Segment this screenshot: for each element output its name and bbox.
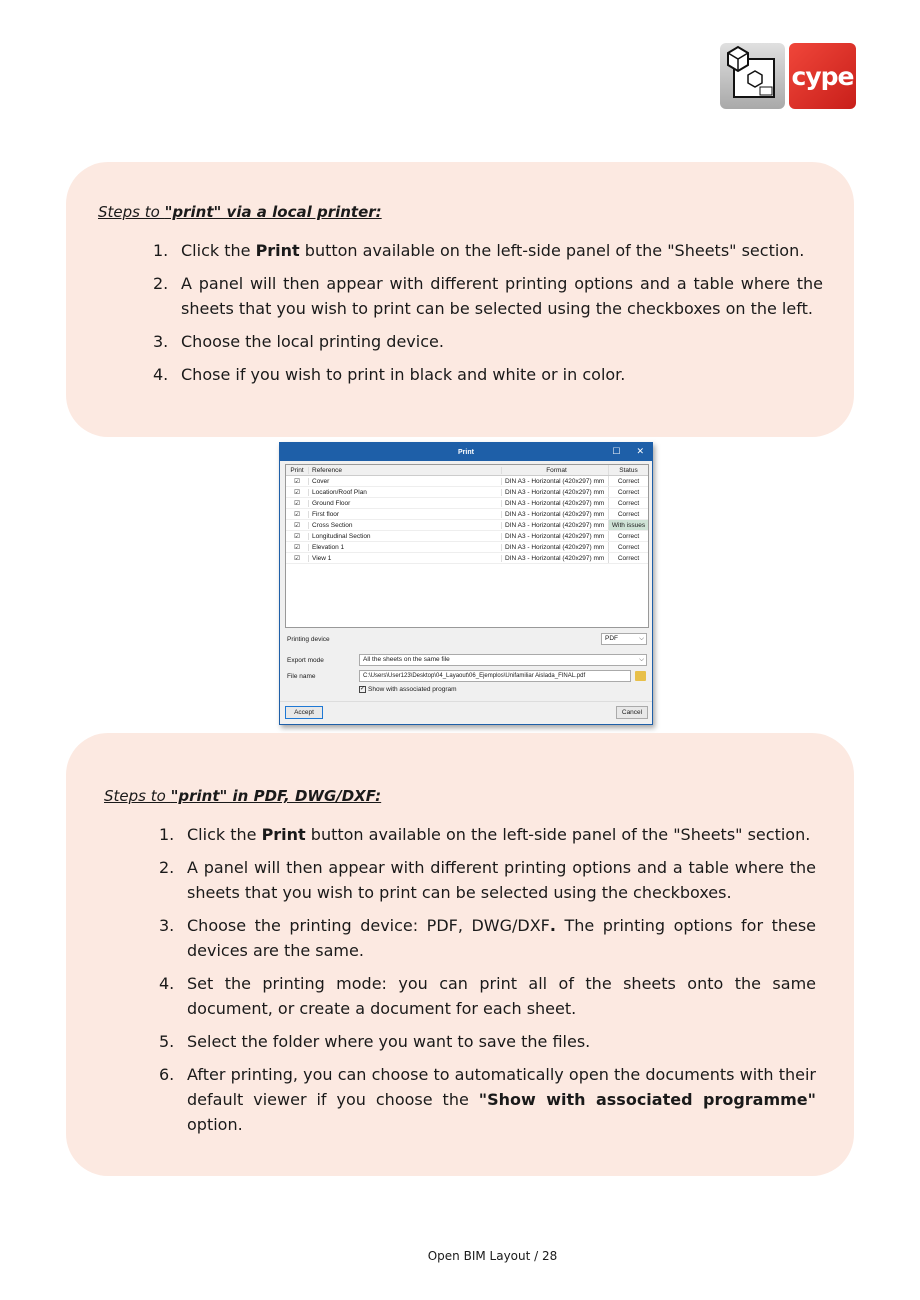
status-cell: Correct — [608, 553, 648, 563]
open-bim-layout-logo-icon — [720, 43, 785, 109]
export-mode-label: Export mode — [287, 657, 324, 664]
steps-list — [159, 822, 816, 1145]
list-item — [159, 913, 816, 963]
dialog-title-bar: Print ☐ ✕ — [280, 443, 652, 461]
status-cell: Correct — [608, 476, 648, 486]
checkbox-label: Show with associated program — [368, 686, 457, 693]
steps-list — [153, 238, 823, 395]
list-item — [159, 971, 816, 1021]
step-text: A panel will then appear with different printing options and a table where the sheets that you wish to print can be selected using the checkboxes. — [187, 858, 816, 902]
checkbox-checked-icon: ✓ — [360, 686, 366, 692]
reference-cell: Cover — [308, 478, 501, 485]
maximize-icon[interactable]: ☐ — [612, 446, 621, 456]
step-text: Choose the printing device: PDF, DWG/DXF. The printing options for these devices are the same. — [187, 916, 817, 960]
print-checkbox[interactable]: ☑ — [294, 500, 300, 507]
print-checkbox[interactable]: ☑ — [294, 544, 300, 551]
accept-button[interactable]: Accept — [285, 706, 323, 719]
section-heading: Steps to "print" in PDF, DWG/DXF: — [104, 787, 382, 805]
step-number: 3. — [159, 916, 175, 935]
status-cell: Correct — [608, 542, 648, 552]
format-cell: DIN A3 - Horizontal (420x297) mm — [501, 555, 608, 562]
file-name-label: File name — [287, 673, 316, 680]
col-format: Format — [501, 467, 608, 474]
reference-cell: First floor — [308, 511, 501, 518]
status-cell: Correct — [608, 509, 648, 519]
list-item — [159, 822, 816, 847]
step-number: 1. — [159, 825, 175, 844]
reference-cell: Longitudinal Section — [308, 533, 501, 540]
step-text: Chose if you wish to print in black and white or in color. — [181, 365, 626, 384]
print-checkbox[interactable]: ☑ — [294, 478, 300, 485]
file-name-input[interactable]: C:\Users\User123\Desktop\04_Layaout\06_Ejemplos\Unifamiliar Aislada_FINAL.pdf — [359, 670, 631, 682]
step-number: 1. — [153, 241, 169, 260]
printing-device-select[interactable]: PDF ⌵ — [601, 633, 647, 645]
col-reference: Reference — [308, 467, 501, 474]
status-cell: With issues — [608, 520, 648, 530]
reference-cell: Location/Roof Plan — [308, 489, 501, 496]
reference-cell: Ground Floor — [308, 500, 501, 507]
format-cell: DIN A3 - Horizontal (420x297) mm — [501, 544, 608, 551]
status-cell: Correct — [608, 498, 648, 508]
table-row[interactable] — [286, 509, 648, 520]
print-checkbox[interactable]: ☑ — [294, 489, 300, 496]
table-row[interactable] — [286, 520, 648, 531]
show-program-checkbox[interactable] — [359, 686, 457, 693]
reference-cell: Elevation 1 — [308, 544, 501, 551]
step-number: 5. — [159, 1032, 175, 1051]
col-status: Status — [608, 465, 648, 475]
list-item — [153, 271, 823, 321]
format-cell: DIN A3 - Horizontal (420x297) mm — [501, 522, 608, 529]
step-text: A panel will then appear with different printing options and a table where the sheets that you wish to print can be selected using the checkboxes on the left. — [181, 274, 823, 318]
logo — [720, 43, 856, 109]
list-item — [159, 1062, 816, 1137]
page-footer: Open BIM Layout / 28 — [427, 1249, 558, 1263]
list-item — [159, 1029, 816, 1054]
table-row[interactable] — [286, 476, 648, 487]
reference-cell: Cross Section — [308, 522, 501, 529]
print-checkbox[interactable]: ☑ — [294, 511, 300, 518]
table-row[interactable] — [286, 553, 648, 564]
print-checkbox[interactable]: ☑ — [294, 533, 300, 540]
step-text: Set the printing mode: you can print all of the sheets onto the same document, or create a document for each sheet. — [187, 974, 816, 1018]
list-item — [153, 362, 823, 387]
printing-device-label: Printing device — [287, 636, 330, 643]
format-cell: DIN A3 - Horizontal (420x297) mm — [501, 500, 608, 507]
format-cell: DIN A3 - Horizontal (420x297) mm — [501, 478, 608, 485]
reference-cell: View 1 — [308, 555, 501, 562]
step-number: 2. — [153, 274, 169, 293]
step-number: 4. — [159, 974, 175, 993]
step-text: Select the folder where you want to save the files. — [187, 1032, 591, 1051]
table-row[interactable] — [286, 487, 648, 498]
export-mode-select[interactable]: All the sheets on the same file ⌵ — [359, 654, 647, 666]
table-header — [286, 465, 648, 476]
table-row[interactable] — [286, 531, 648, 542]
format-cell: DIN A3 - Horizontal (420x297) mm — [501, 489, 608, 496]
status-cell: Correct — [608, 531, 648, 541]
table-row[interactable] — [286, 498, 648, 509]
sheets-table — [285, 464, 649, 628]
step-number: 3. — [153, 332, 169, 351]
list-item — [153, 329, 823, 354]
status-cell: Correct — [608, 487, 648, 497]
print-checkbox[interactable]: ☑ — [294, 555, 300, 562]
cype-logo: cype — [789, 43, 856, 109]
section-heading: Steps to "print" via a local printer: — [98, 203, 382, 221]
step-number: 6. — [159, 1065, 175, 1084]
step-text: Choose the local printing device. — [181, 332, 444, 351]
step-text: After printing, you can choose to automatically open the documents with their default viewer if you choose the "Show with associated programme" option. — [187, 1065, 816, 1134]
list-item — [159, 855, 816, 905]
step-number: 4. — [153, 365, 169, 384]
format-cell: DIN A3 - Horizontal (420x297) mm — [501, 511, 608, 518]
cancel-button[interactable]: Cancel — [616, 706, 648, 719]
step-number: 2. — [159, 858, 175, 877]
table-row[interactable] — [286, 542, 648, 553]
col-print: Print — [290, 466, 304, 474]
print-dialog — [279, 442, 653, 725]
step-text: Click the Print button available on the left-side panel of the "Sheets" section. — [187, 825, 811, 844]
folder-icon[interactable] — [635, 671, 646, 681]
step-text: Click the Print button available on the left-side panel of the "Sheets" section. — [181, 241, 805, 260]
list-item — [153, 238, 823, 263]
close-icon[interactable]: ✕ — [636, 446, 644, 456]
format-cell: DIN A3 - Horizontal (420x297) mm — [501, 533, 608, 540]
print-checkbox[interactable]: ☑ — [294, 522, 300, 529]
